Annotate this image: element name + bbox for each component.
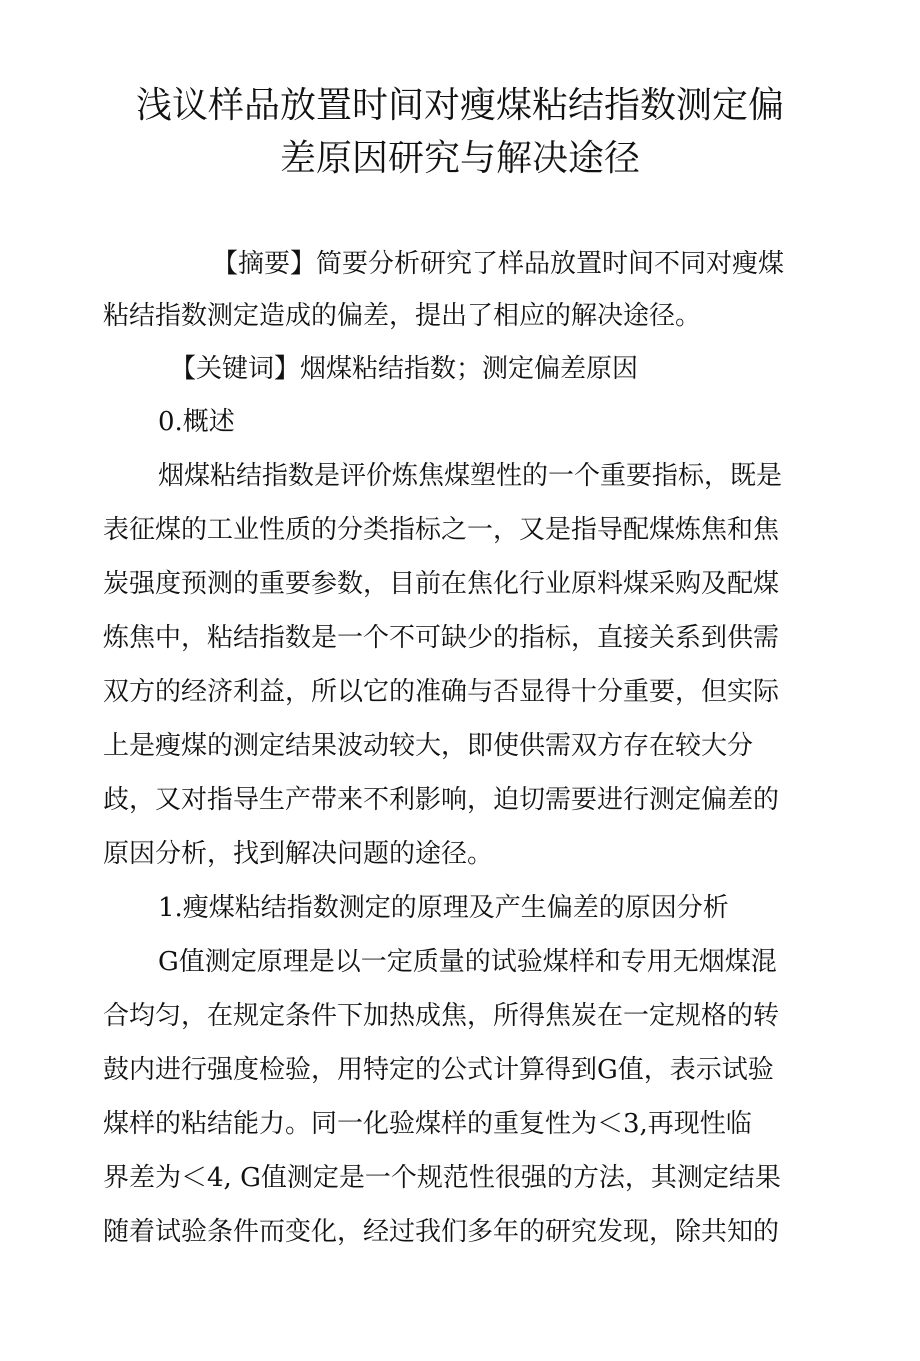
body-line-6: 上是瘦煤的测定结果波动较大，即使供需双方存在较大分 xyxy=(103,731,754,761)
body-line-2: 表征煤的工业性质的分类指标之一，又是指导配煤炼焦和焦 xyxy=(103,515,780,545)
keywords-line: 【关键词】烟煤粘结指数；测定偏差原因 xyxy=(170,354,639,384)
abstract-line-1: 【摘要】简要分析研究了样品放置时间不同对瘦煤 xyxy=(212,249,785,279)
body-line-11: 鼓内进行强度检验，用特定的公式计算得到G值，表示试验 xyxy=(103,1055,774,1085)
body-line-10: 合均匀，在规定条件下加热成焦，所得焦炭在一定规格的转 xyxy=(103,1001,780,1031)
body-line-12: 煤样的粘结能力。同一化验煤样的重复性为＜3,再现性临 xyxy=(103,1109,752,1139)
body-line-9: G值测定原理是以一定质量的试验煤样和专用无烟煤混 xyxy=(158,947,777,977)
body-line-7: 歧，又对指导生产带来不利影响，迫切需要进行测定偏差的 xyxy=(103,785,780,815)
body-line-14: 随着试验条件而变化，经过我们多年的研究发现，除共知的 xyxy=(103,1217,780,1247)
body-line-5: 双方的经济利益，所以它的准确与否显得十分重要，但实际 xyxy=(103,677,780,707)
body-line-8: 原因分析，找到解决问题的途径。 xyxy=(103,839,494,869)
body-line-4: 炼焦中，粘结指数是一个不可缺少的指标，直接关系到供需 xyxy=(103,623,780,653)
body-line-3: 炭强度预测的重要参数，目前在焦化行业原料煤采购及配煤 xyxy=(103,569,780,599)
body-line-1: 烟煤粘结指数是评价炼焦煤塑性的一个重要指标，既是 xyxy=(158,461,783,491)
section-heading-0: 0.概述 xyxy=(158,407,235,437)
document-title-line-1: 浅议样品放置时间对瘦煤粘结指数测定偏 xyxy=(135,85,784,126)
abstract-line-2: 粘结指数测定造成的偏差，提出了相应的解决途径。 xyxy=(103,301,702,331)
body-line-13: 界差为＜4, G值测定是一个规范性很强的方法，其测定结果 xyxy=(103,1163,781,1193)
document-title-line-2: 差原因研究与解决途径 xyxy=(279,138,640,179)
section-heading-1: 1.瘦煤粘结指数测定的原理及产生偏差的原因分析 xyxy=(158,893,729,923)
